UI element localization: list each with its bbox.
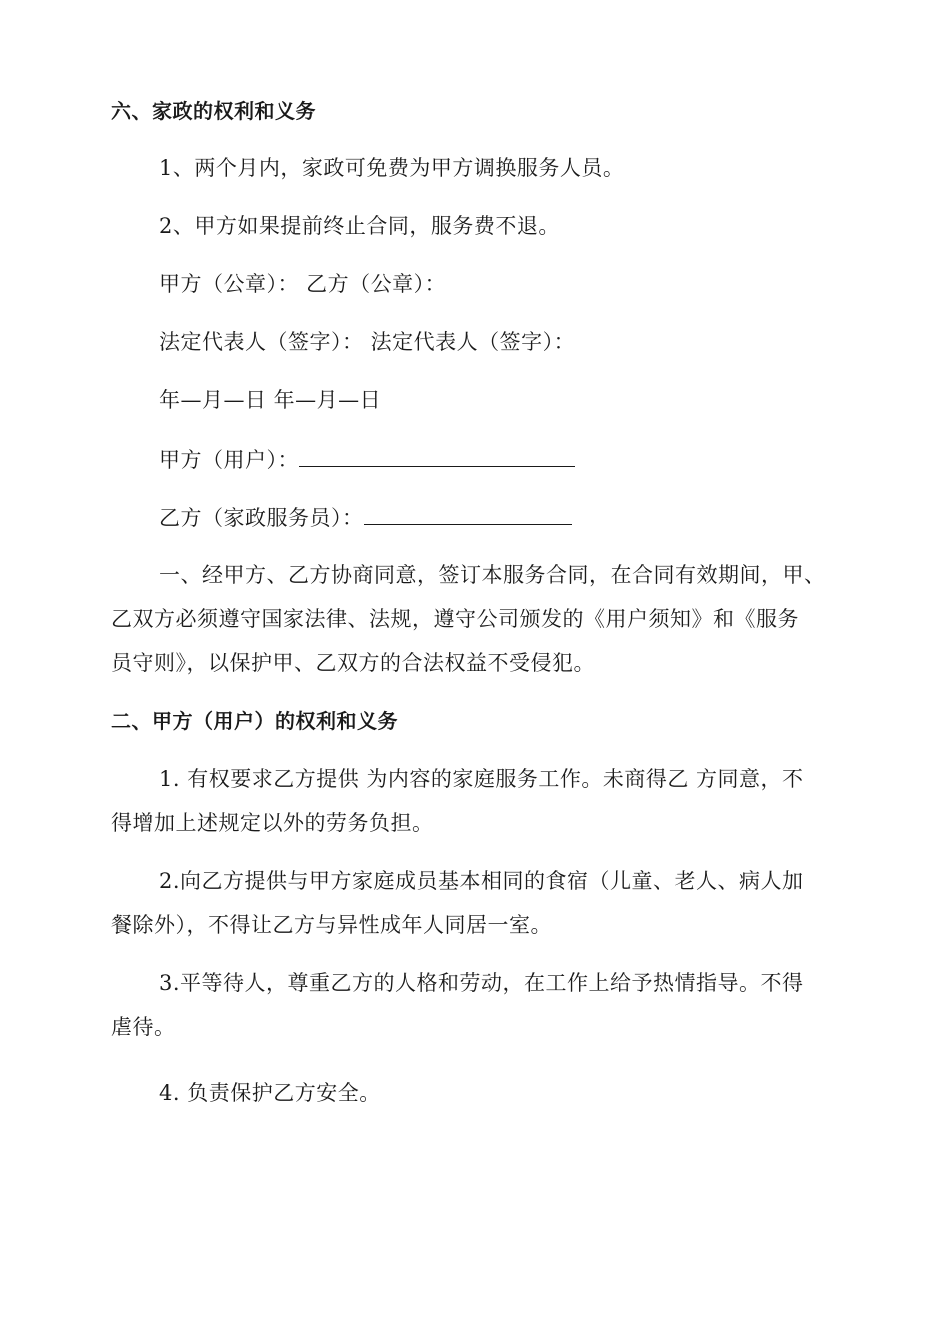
party-b-line (159, 502, 572, 532)
section-2-item-3-line-1: 3.平等待人，尊重乙方的人格和劳动，在工作上给予热情指导。不得 (159, 971, 804, 995)
party-a-blank (299, 444, 575, 467)
section-6-item-2: 2、甲方如果提前终止合同，服务费不退。 (159, 214, 560, 238)
section-1-line-2: 乙双方必须遵守国家法律、法规，遵守公司颁发的《用户须知》和《服务 (111, 607, 799, 631)
section-2-item-4: 4. 负责保护乙方安全。 (159, 1081, 381, 1105)
section-1-line-1: 一、经甲方、乙方协商同意，签订本服务合同，在合同有效期间，甲、 (159, 563, 826, 587)
seal-line: 甲方（公章）： 乙方（公章）： (159, 272, 447, 296)
section-2-item-2-line-2: 餐除外），不得让乙方与异性成年人同居一室。 (111, 913, 552, 937)
section-6-item-1: 1、两个月内，家政可免费为甲方调换服务人员。 (159, 156, 625, 180)
section-2-heading: 二、甲方（用户）的权利和义务 (111, 709, 398, 733)
section-2-item-1-line-1: 1. 有权要求乙方提供 为内容的家庭服务工作。未商得乙 方同意，不 (159, 767, 804, 791)
section-1-line-3: 员守则》，以保护甲、乙双方的合法权益不受侵犯。 (111, 651, 595, 675)
section-2-item-1-line-2: 得增加上述规定以外的劳务负担。 (111, 811, 434, 835)
party-a-line (159, 444, 575, 474)
section-6-heading: 六、家政的权利和义务 (111, 99, 316, 123)
party-a-label: 甲方（用户）： (159, 448, 299, 472)
date-line: 年—月—日 年—月—日 (159, 388, 382, 412)
section-2-item-3-line-2: 虐待。 (111, 1015, 176, 1039)
party-b-blank (364, 502, 572, 525)
section-2-item-2-line-1: 2.向乙方提供与甲方家庭成员基本相同的食宿（儿童、老人、病人加 (159, 869, 804, 893)
party-b-label: 乙方（家政服务员）： (159, 506, 364, 530)
representative-signature-line: 法定代表人（签字）： 法定代表人（签字）： (159, 330, 576, 354)
